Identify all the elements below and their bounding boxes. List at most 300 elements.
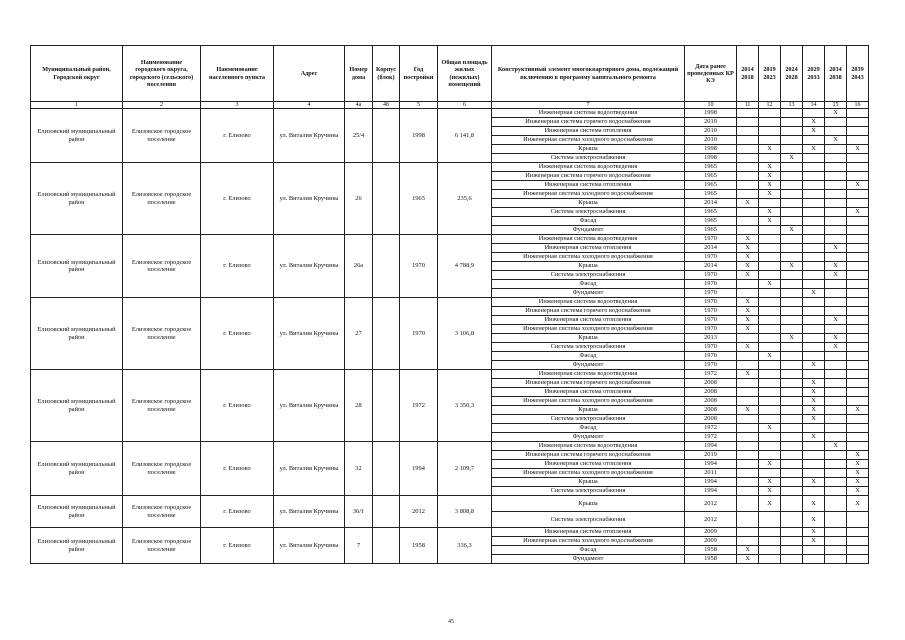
period-mark-cell [781, 555, 803, 564]
district-cell: Елизовский муниципальный район [31, 442, 123, 496]
period-mark-cell: X [759, 163, 781, 172]
period-mark-cell: X [781, 262, 803, 271]
period-mark-cell [781, 379, 803, 388]
repair-date-cell: 1998 [685, 154, 737, 163]
period-mark-cell [781, 118, 803, 127]
repair-date-cell: 2019 [685, 451, 737, 460]
period-mark-cell [737, 118, 759, 127]
period-mark-cell [737, 379, 759, 388]
settlement-cell: Елизовское городское поселение [123, 235, 201, 298]
period-mark-cell [781, 442, 803, 451]
element-cell: Инженерная система отопления [492, 244, 685, 253]
district-cell: Елизовский муниципальный район [31, 496, 123, 528]
period-mark-cell [781, 361, 803, 370]
house-number-cell: 26а [345, 235, 373, 298]
period-mark-cell [847, 512, 869, 528]
repair-date-cell: 1965 [685, 163, 737, 172]
period-mark-cell [825, 154, 847, 163]
element-cell: Фасад [492, 352, 685, 361]
period-mark-cell [825, 388, 847, 397]
period-mark-cell: X [781, 154, 803, 163]
element-cell: Инженерная система холодного водоснабжения [492, 190, 685, 199]
period-mark-cell [737, 208, 759, 217]
period-mark-cell [825, 546, 847, 555]
period-mark-cell [759, 226, 781, 235]
repair-date-cell: 1965 [685, 226, 737, 235]
settlement-cell: Елизовское городское поселение [123, 163, 201, 235]
period-mark-cell [847, 172, 869, 181]
street-cell: ул. Виталия Кручины [274, 235, 345, 298]
period-mark-cell [847, 190, 869, 199]
period-mark-cell [759, 433, 781, 442]
period-mark-cell [825, 325, 847, 334]
period-mark-cell [781, 424, 803, 433]
repair-date-cell: 1970 [685, 253, 737, 262]
locality-cell: г. Елизово [201, 370, 274, 442]
repair-date-cell: 1972 [685, 424, 737, 433]
period-mark-cell: X [737, 199, 759, 208]
period-mark-cell [847, 136, 869, 145]
table-row [31, 370, 869, 379]
area-cell: 3 106,8 [438, 298, 492, 370]
period-mark-cell [781, 388, 803, 397]
period-mark-cell [737, 496, 759, 512]
street-cell: ул. Виталия Кручины [274, 528, 345, 564]
repair-date-cell: 1994 [685, 442, 737, 451]
settlement-cell: Елизовское городское поселение [123, 528, 201, 564]
period-mark-cell [847, 528, 869, 537]
period-mark-cell [759, 262, 781, 271]
period-mark-cell [737, 388, 759, 397]
period-mark-cell [781, 127, 803, 136]
repair-date-cell: 2012 [685, 512, 737, 528]
element-cell: Инженерная система водоотведения [492, 109, 685, 118]
period-mark-cell [847, 442, 869, 451]
period-mark-cell: X [847, 496, 869, 512]
period-mark-cell [825, 118, 847, 127]
period-mark-cell [847, 388, 869, 397]
locality-cell: г. Елизово [201, 235, 274, 298]
element-cell: Фундамент [492, 289, 685, 298]
period-mark-cell [825, 487, 847, 496]
period-mark-cell [781, 181, 803, 190]
period-mark-cell [803, 163, 825, 172]
street-cell: ул. Виталия Кручины [274, 370, 345, 442]
period-mark-cell [847, 262, 869, 271]
header-house: Номер дома [345, 46, 373, 102]
period-mark-cell [847, 546, 869, 555]
period-mark-cell [803, 244, 825, 253]
period-mark-cell: X [803, 289, 825, 298]
element-cell: Инженерная система отопления [492, 181, 685, 190]
header-date: Дата ранее проведенных КР КЭ [685, 46, 737, 102]
repair-date-cell: 1970 [685, 289, 737, 298]
period-mark-cell [759, 127, 781, 136]
period-mark-cell [781, 217, 803, 226]
period-mark-cell [781, 199, 803, 208]
built-year-cell: 1965 [400, 163, 438, 235]
period-mark-cell [781, 478, 803, 487]
period-mark-cell [847, 361, 869, 370]
period-mark-cell [803, 352, 825, 361]
period-mark-cell [737, 226, 759, 235]
period-mark-cell: X [737, 298, 759, 307]
period-mark-cell [759, 109, 781, 118]
period-mark-cell: X [847, 478, 869, 487]
period-mark-cell [781, 280, 803, 289]
period-mark-cell [825, 199, 847, 208]
period-mark-cell: X [781, 226, 803, 235]
period-mark-cell: X [803, 537, 825, 546]
block-cell [373, 298, 400, 370]
locality-cell: г. Елизово [201, 163, 274, 235]
period-mark-cell: X [803, 127, 825, 136]
repair-date-cell: 1970 [685, 361, 737, 370]
built-year-cell: 1970 [400, 298, 438, 370]
period-mark-cell [781, 343, 803, 352]
element-cell: Система электроснабжения [492, 415, 685, 424]
column-number: 14 [803, 102, 825, 109]
block-cell [373, 163, 400, 235]
built-year-cell: 1998 [400, 109, 438, 163]
period-mark-cell [825, 208, 847, 217]
period-mark-cell [781, 163, 803, 172]
period-mark-cell: X [803, 397, 825, 406]
period-mark-cell [781, 460, 803, 469]
period-mark-cell [737, 181, 759, 190]
period-mark-cell [825, 163, 847, 172]
period-mark-cell: X [737, 271, 759, 280]
period-mark-cell [803, 208, 825, 217]
page-number: 45 [448, 619, 454, 625]
period-mark-cell [737, 145, 759, 154]
period-mark-cell: X [825, 136, 847, 145]
element-cell: Фундамент [492, 361, 685, 370]
locality-cell: г. Елизово [201, 528, 274, 564]
period-mark-cell [825, 406, 847, 415]
period-mark-cell [847, 163, 869, 172]
repair-date-cell: 1970 [685, 235, 737, 244]
period-mark-cell [825, 298, 847, 307]
period-mark-cell [803, 271, 825, 280]
element-cell: Система электроснабжения [492, 154, 685, 163]
repair-date-cell: 1972 [685, 433, 737, 442]
period-mark-cell [759, 379, 781, 388]
street-cell: ул. Виталия Кручины [274, 163, 345, 235]
period-mark-cell [825, 190, 847, 199]
period-mark-cell [737, 487, 759, 496]
house-number-cell: 26 [345, 163, 373, 235]
element-cell: Инженерная система холодного водоснабжения [492, 136, 685, 145]
period-mark-cell: X [825, 262, 847, 271]
period-mark-cell [759, 528, 781, 537]
element-cell: Инженерная система отопления [492, 528, 685, 537]
block-cell [373, 235, 400, 298]
repair-date-cell: 1970 [685, 307, 737, 316]
period-mark-cell [759, 118, 781, 127]
period-mark-cell [825, 379, 847, 388]
period-mark-cell [803, 109, 825, 118]
period-mark-cell [803, 235, 825, 244]
column-number: 4 [274, 102, 345, 109]
column-number: 13 [781, 102, 803, 109]
repair-date-cell: 2008 [685, 388, 737, 397]
period-mark-cell [781, 546, 803, 555]
element-cell: Инженерная система отопления [492, 388, 685, 397]
period-mark-cell [803, 325, 825, 334]
street-cell: ул. Виталия Кручины [274, 109, 345, 163]
period-mark-cell [759, 442, 781, 451]
period-mark-cell: X [759, 145, 781, 154]
period-mark-cell [803, 190, 825, 199]
period-mark-cell [759, 235, 781, 244]
house-number-cell: 36/1 [345, 496, 373, 528]
repair-date-cell: 1994 [685, 478, 737, 487]
period-mark-cell [803, 451, 825, 460]
period-mark-cell: X [803, 496, 825, 512]
element-cell: Инженерная система горячего водоснабжения [492, 379, 685, 388]
period-mark-cell [737, 478, 759, 487]
period-mark-cell: X [737, 307, 759, 316]
house-number-cell: 25/4 [345, 109, 373, 163]
period-mark-cell [781, 469, 803, 478]
period-mark-cell [781, 298, 803, 307]
header-settlement: Наименование городского округа, городского (сельского) поселения [123, 46, 201, 102]
header-area: Общая площадь жилых (нежилых) помещений [438, 46, 492, 102]
period-mark-cell [803, 469, 825, 478]
house-number-cell: 32 [345, 442, 373, 496]
period-mark-cell [825, 537, 847, 546]
period-mark-cell [803, 172, 825, 181]
repair-date-cell: 1970 [685, 343, 737, 352]
period-mark-cell [847, 424, 869, 433]
period-mark-cell [847, 271, 869, 280]
period-mark-cell [781, 352, 803, 361]
period-mark-cell [781, 397, 803, 406]
element-cell: Инженерная система водоотведения [492, 235, 685, 244]
period-mark-cell: X [759, 208, 781, 217]
period-mark-cell [781, 271, 803, 280]
street-cell: ул. Виталия Кручины [274, 298, 345, 370]
period-mark-cell [803, 546, 825, 555]
period-mark-cell [759, 298, 781, 307]
period-mark-cell [781, 172, 803, 181]
column-number: 1 [31, 102, 123, 109]
period-mark-cell [737, 460, 759, 469]
element-cell: Инженерная система холодного водоснабжения [492, 325, 685, 334]
column-number: 4б [373, 102, 400, 109]
period-mark-cell [825, 469, 847, 478]
period-mark-cell [803, 442, 825, 451]
period-mark-cell [847, 325, 869, 334]
settlement-cell: Елизовское городское поселение [123, 370, 201, 442]
period-mark-cell [759, 415, 781, 424]
period-mark-cell [847, 217, 869, 226]
period-mark-cell [847, 127, 869, 136]
area-cell: 4 788,9 [438, 235, 492, 298]
repair-date-cell: 1958 [685, 546, 737, 555]
header-element: Конструктивный элемент многоквартирного дома, подлежащий включению в программу капитального ремонта [492, 46, 685, 102]
period-mark-cell [781, 253, 803, 262]
built-year-cell: 1958 [400, 528, 438, 564]
block-cell [373, 109, 400, 163]
column-number: 12 [759, 102, 781, 109]
repair-date-cell: 2010 [685, 118, 737, 127]
period-mark-cell: X [825, 271, 847, 280]
period-mark-cell [781, 325, 803, 334]
period-mark-cell: X [847, 487, 869, 496]
period-mark-cell: X [803, 528, 825, 537]
period-mark-cell [847, 334, 869, 343]
period-mark-cell [737, 451, 759, 460]
header-period: 2014 2018 [737, 46, 759, 102]
period-mark-cell [803, 298, 825, 307]
period-mark-cell [759, 343, 781, 352]
built-year-cell: 1994 [400, 442, 438, 496]
locality-cell: г. Елизово [201, 298, 274, 370]
element-cell: Крыша [492, 406, 685, 415]
period-mark-cell [803, 343, 825, 352]
period-mark-cell [847, 379, 869, 388]
element-cell: Крыша [492, 496, 685, 512]
period-mark-cell [759, 154, 781, 163]
column-number: 5 [400, 102, 438, 109]
period-mark-cell [803, 199, 825, 208]
period-mark-cell [803, 555, 825, 564]
element-cell: Фундамент [492, 433, 685, 442]
street-cell: ул. Виталия Кручины [274, 442, 345, 496]
period-mark-cell: X [825, 109, 847, 118]
block-cell [373, 496, 400, 528]
period-mark-cell [737, 217, 759, 226]
element-cell: Крыша [492, 199, 685, 208]
period-mark-cell [803, 334, 825, 343]
column-number: 4а [345, 102, 373, 109]
period-mark-cell [781, 235, 803, 244]
period-mark-cell [825, 181, 847, 190]
period-mark-cell [847, 343, 869, 352]
period-mark-cell [847, 289, 869, 298]
period-mark-cell [803, 136, 825, 145]
period-mark-cell [825, 424, 847, 433]
period-mark-cell [803, 154, 825, 163]
element-cell: Крыша [492, 262, 685, 271]
period-mark-cell [803, 460, 825, 469]
repair-date-cell: 2013 [685, 334, 737, 343]
period-mark-cell [737, 469, 759, 478]
element-cell: Инженерная система холодного водоснабжения [492, 397, 685, 406]
period-mark-cell [803, 181, 825, 190]
period-mark-cell [759, 537, 781, 546]
table-row [31, 163, 869, 172]
period-mark-cell [759, 512, 781, 528]
area-cell: 3 808,8 [438, 496, 492, 528]
locality-cell: г. Елизово [201, 496, 274, 528]
repair-date-cell: 1998 [685, 109, 737, 118]
period-mark-cell: X [847, 181, 869, 190]
period-mark-cell: X [781, 334, 803, 343]
period-mark-cell [803, 253, 825, 262]
period-mark-cell [847, 244, 869, 253]
period-mark-cell [803, 280, 825, 289]
period-mark-cell [737, 442, 759, 451]
period-mark-cell [781, 190, 803, 199]
period-mark-cell [737, 512, 759, 528]
period-mark-cell: X [847, 469, 869, 478]
table-row [31, 109, 869, 118]
period-mark-cell: X [737, 262, 759, 271]
element-cell: Инженерная система горячего водоснабжения [492, 118, 685, 127]
period-mark-cell: X [737, 555, 759, 564]
period-mark-cell: X [847, 460, 869, 469]
column-number: 16 [847, 102, 869, 109]
element-cell: Фасад [492, 280, 685, 289]
column-number: 11 [737, 102, 759, 109]
built-year-cell: 1970 [400, 235, 438, 298]
period-mark-cell [737, 280, 759, 289]
district-cell: Елизовский муниципальный район [31, 370, 123, 442]
district-cell: Елизовский муниципальный район [31, 528, 123, 564]
period-mark-cell [781, 415, 803, 424]
period-mark-cell [781, 451, 803, 460]
period-mark-cell [759, 307, 781, 316]
repair-date-cell: 1970 [685, 271, 737, 280]
element-cell: Крыша [492, 478, 685, 487]
period-mark-cell [737, 163, 759, 172]
repair-date-cell: 1970 [685, 316, 737, 325]
period-mark-cell: X [759, 190, 781, 199]
period-mark-cell: X [803, 379, 825, 388]
repair-date-cell: 2009 [685, 537, 737, 546]
period-mark-cell: X [737, 325, 759, 334]
element-cell: Инженерная система водоотведения [492, 370, 685, 379]
period-mark-cell [759, 244, 781, 253]
period-mark-cell [847, 253, 869, 262]
period-mark-cell [825, 528, 847, 537]
element-cell: Фасад [492, 424, 685, 433]
period-mark-cell [825, 555, 847, 564]
period-mark-cell [803, 217, 825, 226]
period-mark-cell [759, 334, 781, 343]
period-mark-cell [781, 496, 803, 512]
period-mark-cell: X [759, 496, 781, 512]
period-mark-cell [847, 280, 869, 289]
period-mark-cell [825, 289, 847, 298]
period-mark-cell [759, 555, 781, 564]
element-cell: Фундамент [492, 555, 685, 564]
period-mark-cell [781, 208, 803, 217]
locality-cell: г. Елизово [201, 109, 274, 163]
period-mark-cell [825, 226, 847, 235]
period-mark-cell [759, 469, 781, 478]
period-mark-cell [737, 190, 759, 199]
column-number: 7 [492, 102, 685, 109]
repair-date-cell: 1994 [685, 460, 737, 469]
period-mark-cell [847, 370, 869, 379]
period-mark-cell: X [803, 361, 825, 370]
element-cell: Фасад [492, 546, 685, 555]
period-mark-cell [825, 172, 847, 181]
period-mark-cell [847, 397, 869, 406]
period-mark-cell [737, 433, 759, 442]
area-cell: 6 141,8 [438, 109, 492, 163]
column-number: 6 [438, 102, 492, 109]
period-mark-cell [803, 226, 825, 235]
element-cell: Инженерная система отопления [492, 316, 685, 325]
period-mark-cell [803, 316, 825, 325]
header-period: 2019 2023 [759, 46, 781, 102]
period-mark-cell [825, 433, 847, 442]
